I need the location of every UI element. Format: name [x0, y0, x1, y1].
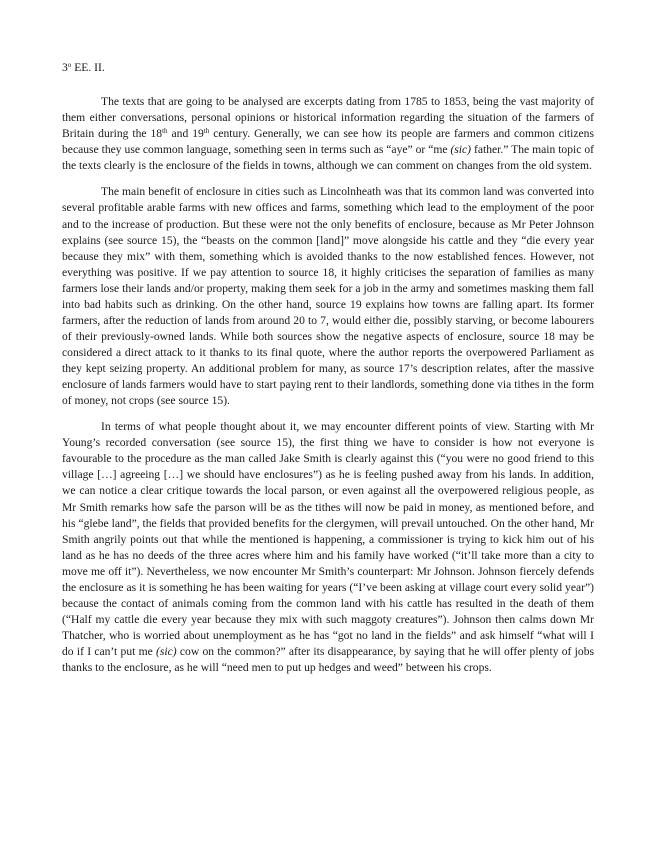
paragraph-1-text-c: century. Generally, we can see how its people are farmers and common citizens because they use common language, something seen in terms such as “aye” or “me	[62, 127, 594, 157]
header-superscript: o	[67, 61, 72, 69]
header-suffix: EE. II.	[71, 61, 105, 74]
paragraph-3-text-a: In terms of what people thought about it, we may encounter different points of view. Starting with Mr Young’s recorded conversation (see source 15), the first thing we have to consider is how not everyone is favourable to the procedure as the man called Jake Smith is clearly against this (“you were no good friend to this village […] agreeing […] we should have enclosures”) as he is feeling pushed away from his lands. In addition, we can notice a clear critique towards the local parson, or even against all the overpowered religious people, as Mr Smith remarks how safe the parson will be as the tithes will now be paid in money, as mentioned before, and his “glebe land”, the fields that provided benefits for the clergymen, will prevail untouched. On the other hand, Mr Smith angrily points out that while the mentioned is happening, a commissioner is trying to kick him out of his land as he has no deeds of the three acres where him and his family have worked (“it’ll take more than a city to move me off it”). Nevertheless, we now encounter Mr Smith’s counterpart: Mr Johnson. Johnson fiercely defends the enclosure as it is something he has been waiting for years (“I’ve been asking at village court every solid year”) because the contact of animals coming from the common land with his cattle has resulted in the death of them (“Half my cattle die every year because they mix with such maggoty creatures”). Johnson then calms down Mr Thatcher, who is worried about unemployment as he has “got no land in the fields” and ask himself “what will I do if I can’t put me	[62, 420, 594, 658]
paragraph-1	[62, 94, 594, 174]
paragraph-1-text-d: father.” The main topic of the texts clearly is the enclosure of the fields in towns, although we can comment on changes from the old system.	[62, 143, 594, 173]
paragraph-3	[62, 419, 594, 676]
paragraph-3-sic: (sic)	[156, 644, 177, 658]
paragraph-2: The main benefit of enclosure in cities such as Lincolnheath was that its common land was converted into several profitable arable farms with new offices and farms, something which lead to the employment of the poor and to the increase of production. But these were not the only benefits of enclosure, because as Mr Peter Johnson explains (see source 15), the “beasts on the common [land]” move alongside his cattle and they “die every year because they mix” with them, something which is avoided thanks to the now established fences. However, not everything was positive. If we pay attention to source 18, it highly criticises the separation of families as many farmers lose their lands and/or property, making them seek for a job in the army and sometimes masking them fall into bad habits such as drinking. On the other hand, source 19 explains how towns are falling apart. Its former farmers, after the reduction of lands from around 20 to 7, would either die, possibly starving, or become labourers of their previously-owned lands. While both sources show the negative aspects of enclosure, source 18 may be considered a direct attack to it thanks to its final quote, where the author reports the overpowered Parliament as they kept seizing property. An additional problem for many, as source 17’s description relates, after the massive enclosure of lands farmers would have to start paying rent to their landlords, something done via tithes in the form of money, not crops (see source 15).	[62, 185, 594, 408]
paragraph-1-superscript-a: th	[162, 127, 168, 136]
document-body	[62, 94, 594, 686]
header-prefix: 3	[62, 61, 68, 74]
paragraph-1-sic: (sic)	[450, 143, 472, 157]
paragraph-3-text-b: cow on the common?” after its disappearance, by saying that he will offer plenty of jobs thanks to the enclosure, as he will “need men to put up hedges and weed” between his crops.	[62, 644, 595, 674]
document-header	[62, 60, 105, 76]
paragraph-1-text-a: The texts that are going to be analysed are excerpts dating from 1785 to 1853, being the vast majority of them either conversations, personal opinions or historical information regarding the situation of the farmers of Britain during the 18	[62, 95, 594, 141]
paragraph-1-text-b: and 19	[167, 127, 204, 141]
paragraph-1-superscript-b: th	[203, 127, 210, 136]
